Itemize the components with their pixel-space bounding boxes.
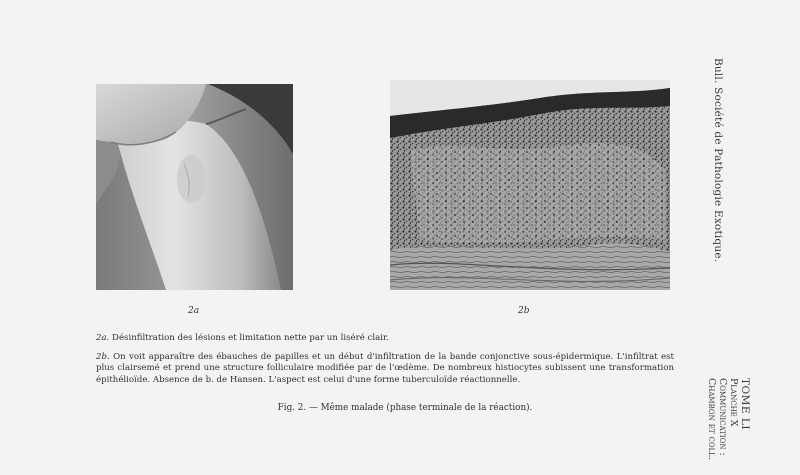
figure-label-2b: 2b (518, 306, 530, 316)
caption-2b-text: On voit apparaître des ébauches de papilles et un début d'infiltration de la bande conjonctive sous-épidermique. L'infiltrat est plus clairsemé et prend une structure folliculaire modifiée par de l'œdème. De nombreux histiocytes subissent une transformation épithélioïde. Absence de b. de Hansen. L'aspect est celui d'une forme tuberculoïde réactionnelle. (96, 352, 674, 385)
caption-2a-lead: 2a. (96, 333, 110, 343)
caption-2b (96, 352, 674, 386)
communication-label: Communication : (717, 378, 728, 456)
caption-2a-text: Désinfiltration des lésions et limitation nette par un liséré clair. (109, 333, 389, 343)
histology-micrograph-image (390, 80, 670, 290)
caption-2a (96, 333, 674, 344)
caption-2b-lead: 2b. (96, 352, 110, 362)
figure-title: Fig. 2. — Même malade (phase terminale de la réaction). (277, 403, 533, 413)
photo-2a-arm (96, 84, 293, 290)
planche-label: Planche X (728, 378, 739, 427)
figure-label-2a: 2a (188, 306, 200, 316)
journal-title-vertical: Bull. Société de Pathologie Exotique. (712, 58, 724, 263)
arm-photo-image (96, 84, 293, 290)
photo-2b-histology (390, 80, 670, 290)
tome-label: TOME LI (739, 378, 751, 430)
authors-label: Chambon et coll. (706, 378, 717, 460)
plate-side-info (706, 378, 750, 460)
